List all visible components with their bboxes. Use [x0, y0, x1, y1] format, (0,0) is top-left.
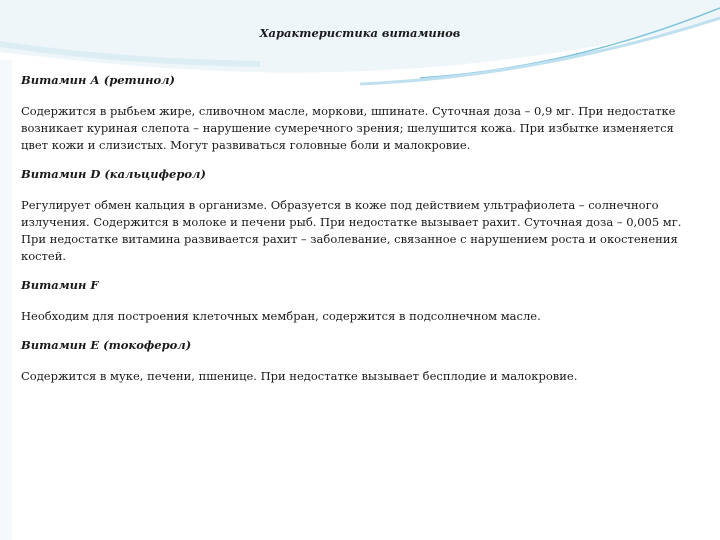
section-vitamin-d [21, 166, 689, 265]
section-heading: Витамин А (ретинол) [21, 73, 175, 87]
section-text: Регулирует обмен кальция в организме. Образуется в коже под действием ультрафиолета – солнечного излучения. Содержится в молоке и печени рыб. При недостатке вызывает рахит. Суточная доза – 0,005 мг. При недостатке витамина развивается рахит – заболевание, связанное с нарушением роста и окостенения костей. [21, 198, 682, 263]
content-area [21, 72, 689, 397]
section-text: Содержится в муке, печени, пшенице. При недостатке вызывает бесплодие и малокровие. [21, 369, 578, 383]
section-text: Содержится в рыбьем жире, сливочном масле, моркови, шпинате. Суточная доза – 0,9 мг. При недостатке возникает куриная слепота – нарушение сумеречного зрения; шелушится кожа. При избытке изменяется цвет кожи и слизистых. Могут развиваться головные боли и малокровие. [21, 104, 676, 152]
section-vitamin-a [21, 72, 689, 154]
slide-title: Характеристика витаминов [259, 26, 461, 40]
section-vitamin-e [21, 337, 689, 385]
section-vitamin-f [21, 277, 689, 325]
section-text: Необходим для построения клеточных мембран, содержится в подсолнечном масле. [21, 309, 541, 323]
section-heading: Витамин D (кальциферол) [21, 167, 206, 181]
section-heading: Витамин Е (токоферол) [21, 338, 192, 352]
section-heading: Витамин F [21, 278, 99, 292]
